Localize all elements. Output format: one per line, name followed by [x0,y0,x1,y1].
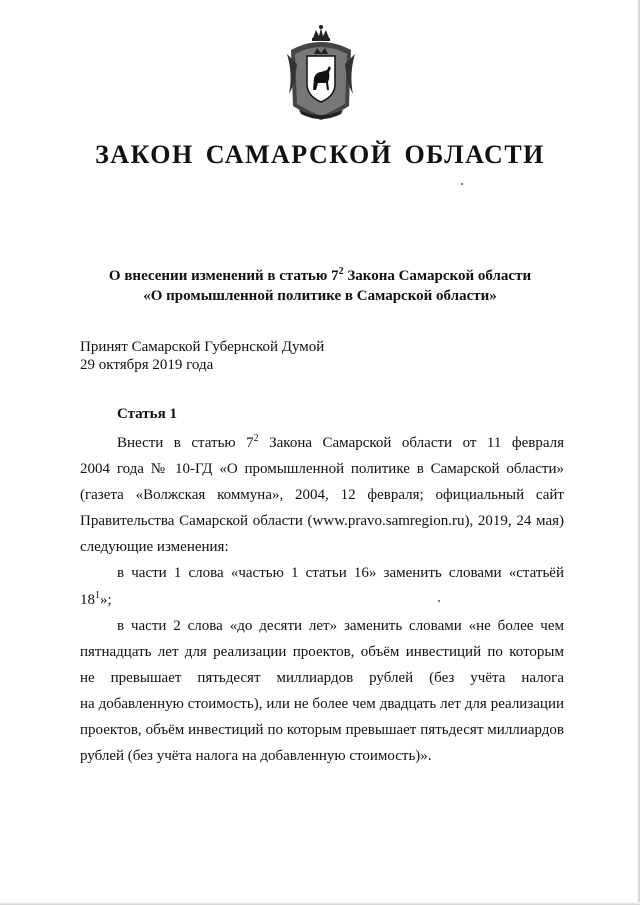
paragraph-line: (газета «Волжская коммуна», 2004, 12 февраля; официальный сайт [80,487,564,503]
samara-coat-of-arms-icon [283,24,359,122]
paragraph-line: в части 2 слова «до десяти лет» заменить словами «не более чем [117,618,564,634]
adoption-date: 29 октября 2019 года [80,357,214,373]
law-subject-line-2: «О промышленной политике в Самарской области» [143,288,497,304]
paragraph-line: на добавленную стоимость), или не более чем двадцать лет для реализации [80,696,564,712]
scan-speck [461,183,463,185]
paragraph-line: не превышает пятьдесят миллиардов рублей (без учёта налога [80,670,564,686]
paragraph-line: $18^1$»; [80,590,112,608]
paragraph-line: пятнадцать лет для реализации проектов, объём инвестиций по которым [80,644,564,660]
law-subject-line-1: О внесении изменений в статью $7^2$ Закона Самарской области [108,266,532,284]
law-title-word-3: ОБЛАСТИ [404,140,545,169]
scan-speck [438,600,440,602]
adoption-body: Принят Самарской Губернской Думой [80,339,325,355]
law-title-word-2: САМАРСКОЙ [205,140,393,169]
paragraph-line: Правительства Самарской области (www.pravo.samregion.ru), 2019, 24 мая) [80,513,564,529]
paragraph-line: рублей (без учёта налога на добавленную стоимость)». [80,748,432,764]
paragraph-line: следующие изменения: [80,539,229,555]
law-title-word-1: ЗАКОН [95,140,194,169]
paragraph-line: в части 1 слова «частью 1 статьи 16» заменить словами «статьёй [117,565,564,581]
paragraph-line: проектов, объём инвестиций по которым превышает пятьдесят миллиардов [80,722,564,738]
adoption-info [80,338,324,374]
paragraph-line: Внести в статью $7^2$ Закона Самарской области от 11 февраля [117,433,564,451]
law-title [0,140,640,170]
law-subject [0,266,640,306]
paragraph-line: 2004 года № 10-ГД «О промышленной политике в Самарской области» [80,461,564,477]
article-heading: Статья 1 [117,406,177,422]
